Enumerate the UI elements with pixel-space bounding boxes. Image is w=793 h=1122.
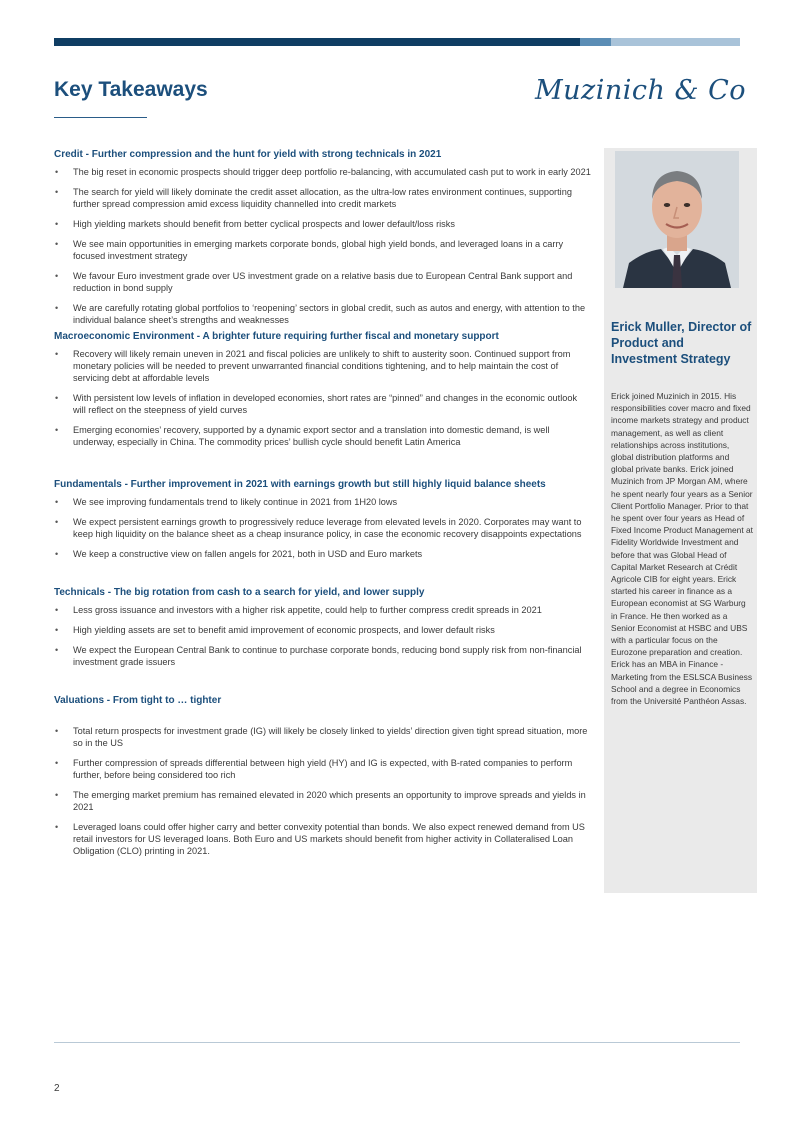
muzinich-logo: Muzinich & Co — [535, 75, 747, 106]
top-bar-navy-segment — [54, 38, 580, 46]
key-takeaways-content — [54, 148, 592, 857]
top-color-bar — [54, 38, 740, 46]
page-title: Key Takeaways — [54, 78, 208, 101]
list-item: • We expect persistent earnings growth to progressively reduce leverage from elevated levels in 2020. Corporates may want to keep high liquidity on the balance sheet as a cheap insurance policy, in case the economic recovery disappoints expectations — [55, 517, 582, 539]
list-item: • We favour Euro investment grade over US investment grade on a relative basis due to European Central Bank support and reduction in bond supply — [55, 271, 573, 293]
list-item: • Leveraged loans could offer higher carry and better convexity potential than bonds. We also expect renewed demand from US retail investors for US leveraged loans. Both Euro and US markets should benefit from higher activity in Collateralised Loan Obligation (CLO) printing in 2021. — [55, 822, 585, 856]
list-item: • Less gross issuance and investors with a higher risk appetite, could help to further compress credit spreads in 2021 — [55, 605, 542, 615]
section-heading-credit: Credit - Further compression and the hunt for yield with strong technicals in 2021 — [54, 149, 442, 160]
list-item: • Total return prospects for investment grade (IG) will likely be closely linked to yields’ direction given tight spread situation, more so in the US — [55, 726, 588, 748]
list-item: • Further compression of spreads differential between high yield (HY) and IG is expected, with B-rated companies to perform further, before being considered too rich — [55, 758, 573, 780]
list-item: • We see improving fundamentals trend to likely continue in 2021 from 1H20 lows — [55, 497, 398, 507]
bullet-list-technicals — [54, 604, 592, 668]
footer-divider — [54, 1042, 740, 1043]
list-item: • Recovery will likely remain uneven in 2021 and fiscal policies are unlikely to shift to austerity soon. Continued support from monetary policies will be needed to prevent unwarranted financial conditions tightening, and to help maintain the cost of servicing debt at affordable levels — [55, 349, 571, 383]
portrait-illustration — [615, 151, 739, 288]
list-item: • The emerging market premium has remained elevated in 2020 which presents an opportunity to improve spreads and yields in 2021 — [55, 790, 586, 812]
list-item: • The search for yield will likely dominate the credit asset allocation, as the ultra-low rates environment continues, supporting further spread compression amid excess liquidity channelled into credit markets — [55, 187, 572, 209]
list-item: • We expect the European Central Bank to continue to purchase corporate bonds, reducing bond supply risk from non-financial investment grade issuers — [55, 645, 582, 667]
author-name-title: Erick Muller, Director of Product and Investment Strategy — [611, 320, 752, 366]
bullet-list-credit — [54, 166, 592, 326]
section-heading-valuations: Valuations - From tight to … tighter — [54, 695, 222, 706]
list-item: • The big reset in economic prospects should trigger deep portfolio re-balancing, with accumulated cash put to work in early 2021 — [55, 167, 591, 177]
author-photo — [615, 151, 739, 288]
list-item: • With persistent low levels of inflation in developed economies, short rates are “pinned” and changes in the economic outlook will reflect on the steepness of yield curves — [55, 393, 578, 415]
section-heading-macroeconomic: Macroeconomic Environment - A brighter future requiring further fiscal and monetary support — [54, 331, 499, 342]
list-item: • We see main opportunities in emerging markets corporate bonds, global high yield bonds, and leveraged loans in a carry focused investment strategy — [55, 239, 564, 261]
top-bar-mid-segment — [580, 38, 611, 46]
list-item: • Emerging economies’ recovery, supported by a dynamic export sector and a translation into domestic demand, is well underway, especially in China. The commodity prices’ bullish cycle should benefit Latin America — [55, 425, 550, 447]
page-number: 2 — [54, 1083, 60, 1094]
bullet-list-fundamentals — [54, 496, 592, 560]
title-underline — [54, 117, 147, 118]
list-item: • We keep a constructive view on fallen angels for 2021, both in USD and Euro markets — [55, 549, 423, 559]
list-item: • High yielding markets should benefit from better cyclical prospects and lower default/loss risks — [55, 219, 455, 229]
top-bar-light-segment — [611, 38, 740, 46]
list-item: • We are carefully rotating global portfolios to ‘reopening’ sectors in global credit, such as autos and energy, with attention to the individual balance sheet’s strengths and weaknesses — [55, 303, 586, 325]
author-sidebar — [604, 148, 757, 893]
bullet-list-valuations — [54, 725, 592, 857]
section-heading-technicals: Technicals - The big rotation from cash to a search for yield, and lower supply — [54, 587, 425, 598]
bullet-list-macroeconomic — [54, 348, 592, 448]
list-item: • High yielding assets are set to benefit amid improvement of economic prospects, and lower default risks — [55, 625, 495, 635]
section-heading-fundamentals: Fundamentals - Further improvement in 2021 with earnings growth but still highly liquid balance sheets — [54, 479, 546, 490]
author-biography: Erick joined Muzinich in 2015. His responsibilities cover macro and fixed income markets strategy and product management, as well as client relationships across institutions, global distribution platforms and global private banks. Erick joined Muzinich from JP Morgan AM, where he spent nearly four years as a Senior Client Portfolio Manager. Prior to that he spent over four years as Head of Fixed Income Product Management at Fidelity Worldwide Investment and before that was Global Head of Capital Market Research at Crédit Agricole CIB for eight years. Erick started his career in finance as a European economist at SG Warburg in France. He then worked as a Senior Economist at HSBC and UBS with a particular focus on the Eurozone preparation and creation. Erick has an MBA in Finance - Marketing from the ESLSCA Business School and a degree in Economics from the Université Panthéon Assas. — [611, 391, 753, 707]
